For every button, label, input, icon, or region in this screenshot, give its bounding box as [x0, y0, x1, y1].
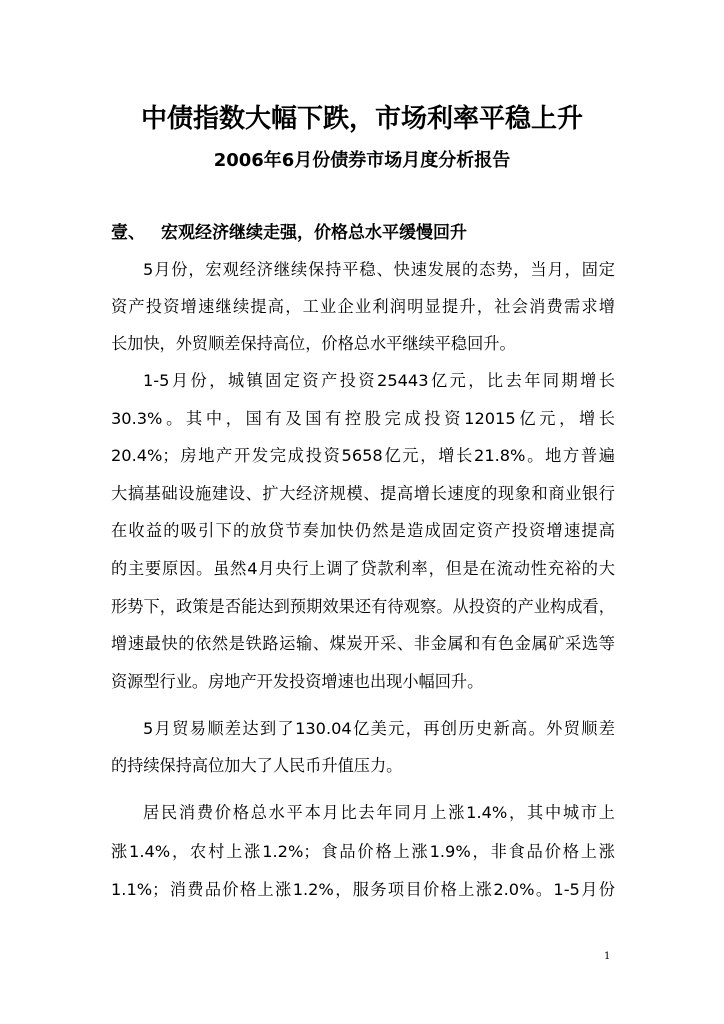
document-subtitle: 2006年6月份债券市场月度分析报告 [213, 150, 511, 171]
section-heading [111, 218, 467, 243]
paragraph-line: 30.3%。其中，国有及国有控股完成投资12015亿元，增长 [111, 409, 615, 428]
section-heading-text: 宏观经济继续走强，价格总水平缓慢回升 [161, 223, 467, 243]
paragraph-line: 大搞基础设施建设、扩大经济规模、提高增长速度的现象和商业银行 [111, 484, 615, 503]
paragraph-line: 1.1%；消费品价格上涨1.2%，服务项目价格上涨2.0%。1-5月份 [111, 880, 615, 899]
paragraph-line: 5月份，宏观经济继续保持平稳、快速发展的态势，当月，固定 [143, 260, 615, 279]
page-number: 1 [604, 951, 611, 962]
paragraph-line: 的主要原因。虽然4月央行上调了贷款利率，但是在流动性充裕的大 [111, 559, 615, 578]
paragraph-line: 居民消费价格总水平本月比去年同月上涨1.4%，其中城市上 [143, 803, 615, 822]
paragraph-line: 1-5月份，城镇固定资产投资25443亿元，比去年同期增长 [143, 371, 615, 390]
section-number: 壹、 [111, 223, 145, 243]
document-title: 中债指数大幅下跌，市场利率平稳上升 [140, 104, 583, 134]
paragraph-line: 资源型行业。房地产开发投资增速也出现小幅回升。 [111, 672, 484, 691]
paragraph-line: 在收益的吸引下的放贷节奏加快仍然是造成固定资产投资增速提高 [111, 521, 615, 540]
paragraph-line: 涨1.4%，农村上涨1.2%；食品价格上涨1.9%，非食品价格上涨 [111, 842, 615, 861]
paragraph-line: 20.4%；房地产开发完成投资5658亿元，增长21.8%。地方普遍 [111, 446, 615, 465]
paragraph-line: 长加快，外贸顺差保持高位，价格总水平继续平稳回升。 [111, 334, 516, 353]
paragraph-line: 增速最快的依然是铁路运输、煤炭开采、非金属和有色金属矿采选等 [111, 634, 615, 653]
paragraph-line: 资产投资增速继续提高，工业企业利润明显提升，社会消费需求增 [111, 297, 615, 316]
paragraph-line: 形势下，政策是否能达到预期效果还有待观察。从投资的产业构成看， [111, 597, 615, 616]
paragraph-line: 5月贸易顺差达到了130.04亿美元，再创历史新高。外贸顺差 [143, 719, 615, 738]
paragraph-line: 的持续保持高位加大了人民币升值压力。 [111, 756, 403, 775]
